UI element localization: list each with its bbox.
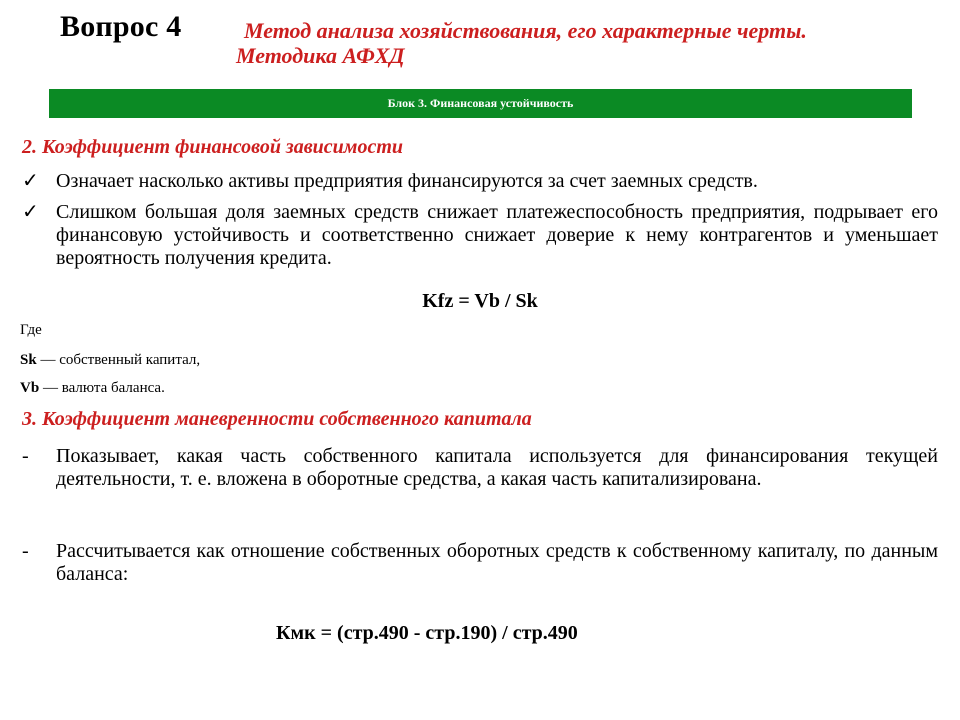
section2-heading: 2. Коэффициент финансовой зависимости [22,136,404,158]
definition-text: — собственный капитал, [36,352,201,368]
question-number: Вопрос 4 [60,10,182,43]
definition-text: — валюта баланса. [39,380,165,396]
block-banner-text: Блок 3. Финансовая устойчивость [387,96,574,110]
question-title-line1: Метод анализа хозяйствования, его характерные черты. [244,18,807,43]
dash-icon: - [22,540,29,562]
bullet-text: Означает насколько активы предприятия финансируются за счет заемных средств. [56,170,758,192]
dash-icon: - [22,445,29,467]
formula-kmk: Кмк = (стр.490 - стр.190) / стр.490 [276,622,578,644]
definition-symbol: Vb [20,380,40,396]
bullet-text: Показывает, какая часть собственного капитала используется для финансирования текущей деятельности, т. е. вложена в оборотные средства, а какая часть капитализирована. [56,445,938,490]
question-title-line2: Методика АФХД [236,43,405,68]
section3-bullet-1 [22,445,938,491]
section2-bullet-1 [22,170,938,193]
bullet-text: Рассчитывается как отношение собственных оборотных средств к собственному капиталу, по данным баланса: [56,540,938,585]
checkmark-icon: ✓ [22,170,39,192]
formula-kfz: Kfz = Vb / Sk [422,290,538,312]
definition-symbol: Sk [20,352,37,368]
bullet-text: Слишком большая доля заемных средств снижает платежеспособность предприятия, подрывает его финансовую устойчивость и соответственно снижает доверие к нему контрагентов и уменьшает вероятность получения кредита. [56,201,938,269]
section2-bullet-2 [22,201,938,270]
where-label: Где [20,322,42,338]
section3-heading: 3. Коэффициент маневренности собственного капитала [22,408,532,430]
section3-bullet-2 [22,540,938,586]
definition-vb [20,380,165,397]
definition-sk [20,352,200,369]
checkmark-icon: ✓ [22,201,39,223]
question-title [236,18,944,68]
block-banner [49,89,912,118]
